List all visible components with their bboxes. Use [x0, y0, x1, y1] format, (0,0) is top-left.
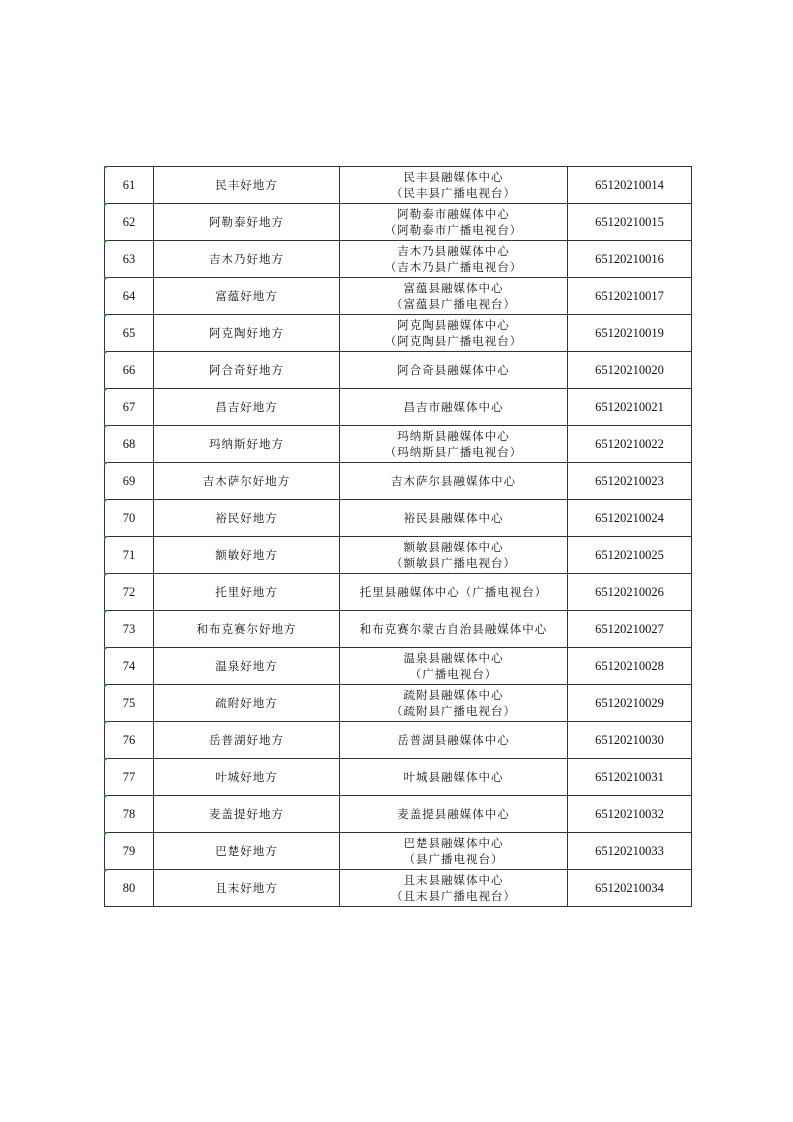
account-name-text: 且末好地方: [215, 881, 278, 895]
account-name: [154, 796, 340, 833]
organization-cell: [340, 463, 568, 500]
table-row: [105, 352, 692, 389]
account-name-text: 民丰好地方: [215, 178, 278, 192]
account-name-text: 托里好地方: [215, 585, 278, 599]
organization-cell: [340, 389, 568, 426]
account-name-text: 昌吉好地方: [215, 400, 278, 414]
organization-line-1: 吉木萨尔县融媒体中心: [391, 474, 516, 488]
organization-line-2: （广播电视台）: [409, 667, 498, 681]
registration-code: 65120210021: [568, 389, 692, 426]
row-number: 65: [105, 315, 154, 352]
table-row: [105, 241, 692, 278]
registration-code: 65120210016: [568, 241, 692, 278]
organization-line-2: （富蕴县广播电视台）: [391, 297, 516, 311]
organization-cell: [340, 833, 568, 870]
table-row: [105, 537, 692, 574]
row-number: 71: [105, 537, 154, 574]
account-name: [154, 204, 340, 241]
organization-line-2: （疏附县广播电视台）: [391, 704, 516, 718]
account-name: [154, 685, 340, 722]
registration-code: 65120210034: [568, 870, 692, 907]
account-name: [154, 389, 340, 426]
organization-line-1: 昌吉市融媒体中心: [403, 400, 504, 414]
registration-code: 65120210020: [568, 352, 692, 389]
organization-line-1: 托里县融媒体中心（广播电视台）: [359, 585, 548, 599]
table-row: [105, 574, 692, 611]
row-number: 80: [105, 870, 154, 907]
organization-cell: [340, 352, 568, 389]
organization-line-1: 和布克赛尔蒙古自治县融媒体中心: [359, 622, 548, 636]
organization-cell: [340, 722, 568, 759]
account-name: [154, 611, 340, 648]
row-number: 73: [105, 611, 154, 648]
account-name: [154, 648, 340, 685]
account-name-text: 富蕴好地方: [215, 289, 278, 303]
row-number: 67: [105, 389, 154, 426]
organization-line-1: 阿克陶县融媒体中心: [397, 318, 510, 332]
row-number: 68: [105, 426, 154, 463]
account-name-text: 吉木萨尔好地方: [202, 474, 291, 488]
organization-cell: [340, 611, 568, 648]
account-name-text: 温泉好地方: [215, 659, 278, 673]
organization-line-1: 富蕴县融媒体中心: [403, 281, 504, 295]
organization-cell: [340, 537, 568, 574]
table-row: [105, 648, 692, 685]
organization-line-1: 吉木乃县融媒体中心: [397, 244, 510, 258]
table-row: [105, 870, 692, 907]
table-row: [105, 759, 692, 796]
registration-code: 65120210023: [568, 463, 692, 500]
table-row: [105, 278, 692, 315]
registration-code: 65120210015: [568, 204, 692, 241]
organization-line-1: 阿勒泰市融媒体中心: [397, 207, 510, 221]
table-row: [105, 500, 692, 537]
table-row: [105, 315, 692, 352]
table-row: [105, 611, 692, 648]
organization-cell: [340, 500, 568, 537]
account-name-text: 和布克赛尔好地方: [196, 622, 297, 636]
registration-code: 65120210030: [568, 722, 692, 759]
account-name: [154, 500, 340, 537]
table-row: [105, 204, 692, 241]
table-row: [105, 833, 692, 870]
row-number: 72: [105, 574, 154, 611]
account-name-text: 疏附好地方: [215, 696, 278, 710]
registration-code: 65120210028: [568, 648, 692, 685]
registration-code: 65120210029: [568, 685, 692, 722]
row-number: 70: [105, 500, 154, 537]
account-name-text: 叶城好地方: [215, 770, 278, 784]
organization-cell: [340, 315, 568, 352]
account-name: [154, 315, 340, 352]
row-number: 77: [105, 759, 154, 796]
row-number: 62: [105, 204, 154, 241]
organization-line-2: （玛纳斯县广播电视台）: [384, 445, 523, 459]
account-name: [154, 278, 340, 315]
row-number: 79: [105, 833, 154, 870]
row-number: 64: [105, 278, 154, 315]
organization-cell: [340, 574, 568, 611]
organization-line-2: （阿克陶县广播电视台）: [384, 334, 523, 348]
table-row: [105, 426, 692, 463]
organization-cell: [340, 167, 568, 204]
table-row: [105, 796, 692, 833]
organization-cell: [340, 278, 568, 315]
table-row: [105, 167, 692, 204]
account-name-text: 阿勒泰好地方: [209, 215, 284, 229]
registration-code: 65120210017: [568, 278, 692, 315]
registration-code: 65120210027: [568, 611, 692, 648]
row-number: 75: [105, 685, 154, 722]
account-name-text: 玛纳斯好地方: [209, 437, 284, 451]
organization-line-1: 玛纳斯县融媒体中心: [397, 429, 510, 443]
registration-code: 65120210026: [568, 574, 692, 611]
organization-cell: [340, 796, 568, 833]
organization-line-2: （且末县广播电视台）: [391, 889, 516, 903]
organization-line-1: 温泉县融媒体中心: [403, 651, 504, 665]
account-name-text: 裕民好地方: [215, 511, 278, 525]
account-name: [154, 352, 340, 389]
table-row: [105, 685, 692, 722]
organization-line-2: （额敏县广播电视台）: [391, 556, 516, 570]
organization-line-1: 民丰县融媒体中心: [403, 170, 504, 184]
registration-code: 65120210019: [568, 315, 692, 352]
organization-line-1: 裕民县融媒体中心: [403, 511, 504, 525]
row-number: 78: [105, 796, 154, 833]
organization-line-2: （吉木乃县广播电视台）: [384, 260, 523, 274]
account-name: [154, 167, 340, 204]
account-name-text: 麦盖提好地方: [209, 807, 284, 821]
organization-line-1: 阿合奇县融媒体中心: [397, 363, 510, 377]
account-name: [154, 241, 340, 278]
registration-code: 65120210032: [568, 796, 692, 833]
account-name-text: 吉木乃好地方: [209, 252, 284, 266]
account-name: [154, 574, 340, 611]
registration-code: 65120210031: [568, 759, 692, 796]
account-name-text: 阿合奇好地方: [209, 363, 284, 377]
registration-code: 65120210014: [568, 167, 692, 204]
account-name-text: 巴楚好地方: [215, 844, 278, 858]
table-row: [105, 463, 692, 500]
organization-line-1: 麦盖提县融媒体中心: [397, 807, 510, 821]
account-name-text: 岳普湖好地方: [209, 733, 284, 747]
row-number: 69: [105, 463, 154, 500]
account-name: [154, 463, 340, 500]
organization-cell: [340, 870, 568, 907]
organization-line-1: 巴楚县融媒体中心: [403, 836, 504, 850]
account-name: [154, 537, 340, 574]
organization-line-2: （阿勒泰市广播电视台）: [384, 223, 523, 237]
organization-cell: [340, 685, 568, 722]
data-table: [104, 166, 692, 907]
registration-code: 65120210022: [568, 426, 692, 463]
organization-cell: [340, 204, 568, 241]
account-name: [154, 722, 340, 759]
table-row: [105, 389, 692, 426]
row-number: 61: [105, 167, 154, 204]
row-number: 76: [105, 722, 154, 759]
registration-code: 65120210033: [568, 833, 692, 870]
account-name: [154, 759, 340, 796]
organization-line-1: 叶城县融媒体中心: [403, 770, 504, 784]
table-row: [105, 722, 692, 759]
registration-code: 65120210025: [568, 537, 692, 574]
organization-line-1: 疏附县融媒体中心: [403, 688, 504, 702]
row-number: 66: [105, 352, 154, 389]
registration-code: 65120210024: [568, 500, 692, 537]
organization-line-1: 额敏县融媒体中心: [403, 540, 504, 554]
account-name: [154, 833, 340, 870]
account-name: [154, 426, 340, 463]
account-name-text: 额敏好地方: [215, 548, 278, 562]
table-body: [105, 167, 692, 907]
organization-line-1: 且末县融媒体中心: [403, 873, 504, 887]
organization-cell: [340, 759, 568, 796]
row-number: 63: [105, 241, 154, 278]
account-name: [154, 870, 340, 907]
organization-cell: [340, 648, 568, 685]
account-name-text: 阿克陶好地方: [209, 326, 284, 340]
row-number: 74: [105, 648, 154, 685]
organization-cell: [340, 426, 568, 463]
organization-line-2: （民丰县广播电视台）: [391, 186, 516, 200]
organization-cell: [340, 241, 568, 278]
organization-line-2: （县广播电视台）: [403, 852, 504, 866]
organization-line-1: 岳普湖县融媒体中心: [397, 733, 510, 747]
